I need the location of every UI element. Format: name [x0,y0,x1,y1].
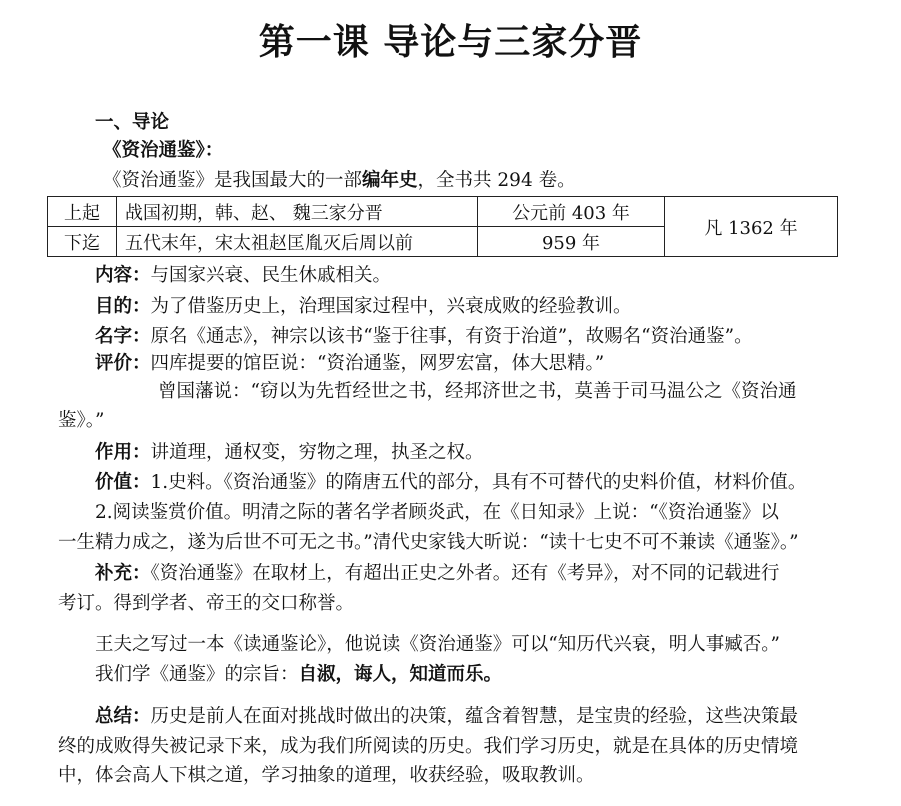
supplement-label: 补充： [95,563,151,584]
row-event: 五代末年，宋太祖赵匡胤灭后周以前 [117,227,478,257]
content-label: 内容： [95,265,151,286]
timeline-table [47,196,838,257]
row-date: 公元前 403 年 [478,197,665,227]
function-label: 作用： [95,442,151,463]
wang-line: 王夫之写过一本《读通鉴论》，他说读《资治通鉴》可以“知历代兴衰，明人事臧否。” [95,634,780,655]
value-line-2: 2.阅读鉴赏价值。明清之际的著名学者顾炎武，在《日知录》上说：“《资治通鉴》以 [95,502,779,523]
section-heading: 一、导论 [95,112,170,133]
table-row [48,197,838,227]
value-text: 1.史料。《资治通鉴》的隋唐五代的部分，具有不可替代的史料价值，材料价值。 [150,472,807,493]
book-heading: 《资治通鉴》： [103,140,224,161]
intro-text-bold: 编年史 [362,170,418,191]
purpose2-text: 我们学《通鉴》的宗旨： [95,664,299,685]
name-label: 名字： [95,326,151,347]
value-label: 价值： [95,472,151,493]
supplement-line [95,562,780,586]
purpose-line [95,295,632,319]
summary-line [95,705,798,729]
supplement-text: 《资治通鉴》在取材上，有超出正史之外者。还有《考异》，对不同的记载进行 [150,563,780,584]
value-line-3: 一生精力成之，遂为后世不可无之书。”清代史家钱大昕说：“读十七史不可不兼读《通鉴》。” [58,532,799,553]
content-text: 与国家兴衰、民生休戚相关。 [150,265,392,286]
purpose2-line [95,663,502,687]
summary-line-3: 中，体会高人下棋之道，学习抽象的道理，收获经验，吸取教训。 [58,765,595,786]
name-text: 原名《通志》，神宗以该书“鉴于往事，有资于治道”，故赐名“资治通鉴”。 [150,326,753,347]
review-label: 评价： [95,353,151,374]
purpose-text: 为了借鉴历史上，治理国家过程中，兴衰成败的经验教训。 [150,296,632,317]
value-line [95,471,806,495]
row-tag: 下迄 [48,227,117,257]
summary-line-2: 终的成败得失被记录下来，成为我们所阅读的历史。我们学习历史，就是在具体的历史情境 [58,736,799,757]
intro-text-after: ，全书共 294 卷。 [417,170,576,191]
function-text: 讲道理，通权变，穷物之理，执圣之权。 [150,442,484,463]
intro-paragraph [103,169,576,193]
intro-text-before: 《资治通鉴》是我国最大的一部 [103,170,363,191]
supplement-line-2: 考订。得到学者、帝王的交口称誉。 [58,593,355,614]
timeline-total: 凡 1362 年 [665,197,838,257]
purpose2-bold: 自淑，诲人，知道而乐。 [298,664,503,685]
row-date: 959 年 [478,227,665,257]
function-line [95,441,484,465]
summary-text: 历史是前人在面对挑战时做出的决策，蕴含着智慧，是宝贵的经验，这些决策最 [150,706,799,727]
row-tag: 上起 [48,197,117,227]
summary-label: 总结： [95,706,151,727]
review-quote: 曾国藩说：“窃以为先哲经世之书，经邦济世之书，莫善于司马温公之《资治通 [158,381,797,402]
page-title: 第一课 导论与三家分晋 [258,22,643,63]
purpose-label: 目的： [95,296,151,317]
review-line [95,352,604,376]
name-line [95,325,753,349]
review-quote-end: 鉴》。” [58,410,105,431]
review-text: 四库提要的馆臣说：“资治通鉴，网罗宏富，体大思精。” [150,353,605,374]
content-line [95,264,391,288]
row-event: 战国初期，韩、赵、 魏三家分晋 [117,197,478,227]
